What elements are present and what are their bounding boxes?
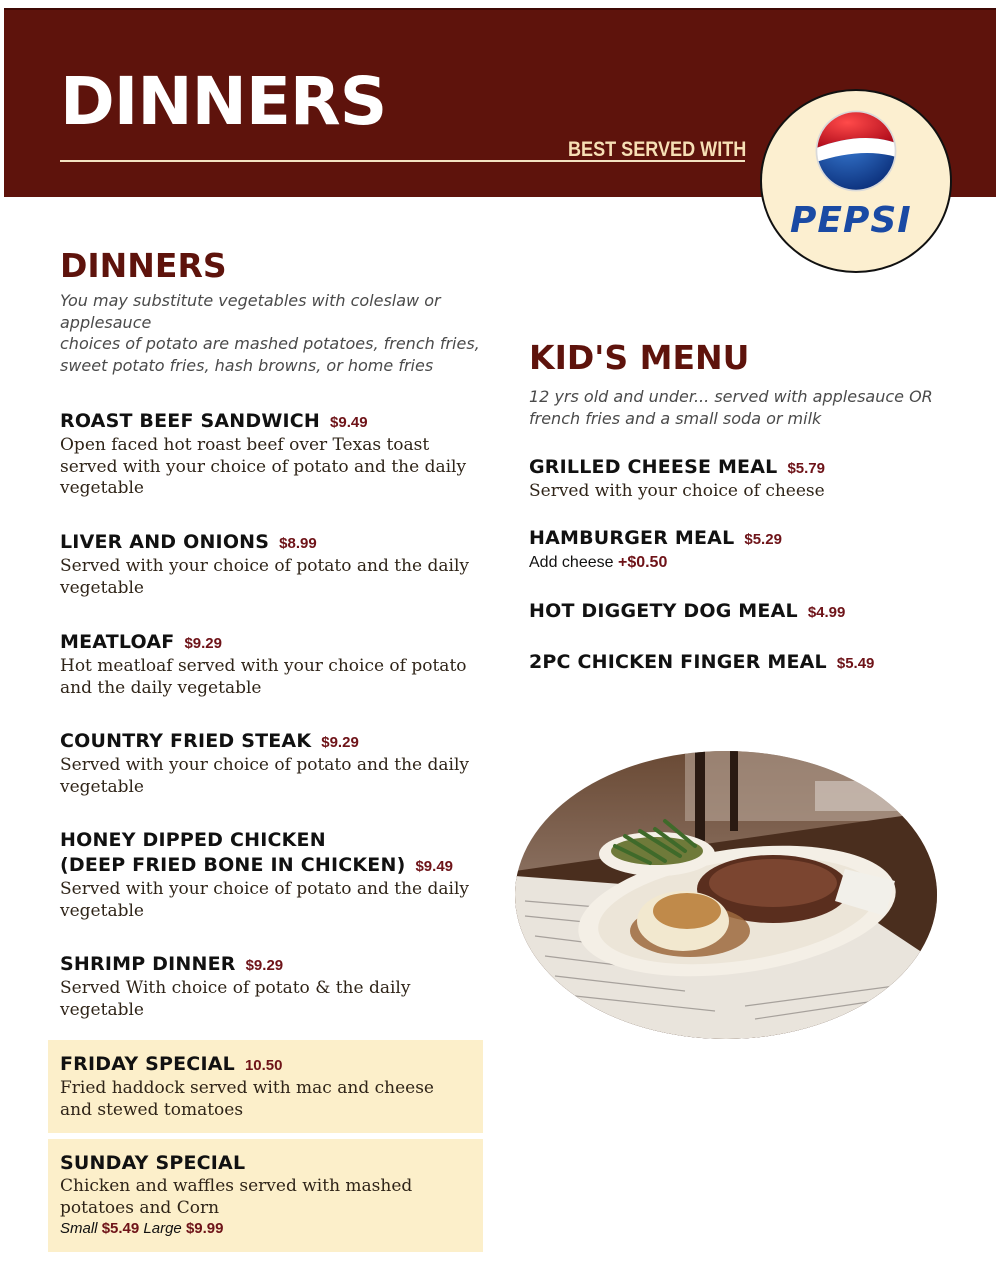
small-label: Small bbox=[60, 1220, 98, 1237]
item-description: Served with your choice of potato and the daily vegetable bbox=[60, 556, 469, 598]
menu-item-shrimp-dinner bbox=[60, 952, 470, 1021]
item-description: Hot meatloaf served with your choice of potato and the daily vegetable bbox=[60, 656, 467, 698]
menu-item-hot-diggety-dog-meal bbox=[529, 599, 939, 625]
best-served-with-label: BEST SERVED WITH bbox=[568, 138, 747, 161]
dinners-note-potato: choices of potato are mashed potatoes, french fries, sweet potato fries, hash browns, or home fries bbox=[60, 334, 480, 375]
item-description: Open faced hot roast beef over Texas toast served with your choice of potato and the daily vegetable bbox=[60, 435, 467, 498]
kids-menu-note: 12 yrs old and under... served with applesauce OR french fries and a small soda or milk bbox=[529, 387, 933, 428]
menu-item-grilled-cheese-meal bbox=[529, 455, 939, 503]
item-name: GRILLED CHEESE MEAL bbox=[529, 456, 778, 478]
item-price: $9.49 bbox=[330, 414, 368, 431]
item-description: Served with your choice of cheese bbox=[529, 481, 825, 501]
item-name: SHRIMP DINNER bbox=[60, 953, 236, 975]
item-name: LIVER AND ONIONS bbox=[60, 531, 270, 553]
special-size-prices bbox=[60, 1219, 470, 1239]
special-price: 10.50 bbox=[244, 1057, 283, 1074]
item-price: $9.29 bbox=[184, 635, 222, 652]
pepsi-globe-icon bbox=[813, 108, 899, 194]
special-description: Fried haddock served with mac and cheese and stewed tomatoes bbox=[60, 1078, 434, 1120]
kids-menu-heading: KID'S MENU bbox=[529, 338, 750, 377]
item-description: Served With choice of potato & the daily vegetable bbox=[60, 978, 411, 1020]
food-plate-photo bbox=[515, 751, 937, 1039]
item-name: ROAST BEEF SANDWICH bbox=[60, 410, 321, 432]
item-name: 2PC CHICKEN FINGER MEAL bbox=[529, 651, 827, 673]
menu-item-honey-dipped-chicken bbox=[60, 828, 470, 922]
item-price: $9.29 bbox=[321, 734, 359, 751]
menu-item-liver-and-onions bbox=[60, 530, 470, 599]
dinners-note-substitute: You may substitute vegetables with coleslaw or applesauce bbox=[60, 291, 441, 332]
item-name: HONEY DIPPED CHICKEN bbox=[60, 829, 326, 851]
addon-price: +$0.50 bbox=[617, 554, 668, 571]
item-name: COUNTRY FRIED STEAK bbox=[60, 730, 312, 752]
item-name: HOT DIGGETY DOG MEAL bbox=[529, 600, 798, 622]
item-price: $4.99 bbox=[807, 604, 846, 621]
item-price: $9.29 bbox=[245, 957, 284, 974]
item-description: Served with your choice of potato and the daily vegetable bbox=[60, 879, 469, 921]
dinners-heading: DINNERS bbox=[60, 246, 227, 285]
menu-item-hamburger-meal bbox=[529, 526, 939, 574]
special-description: Chicken and waffles served with mashed potatoes and Corn bbox=[60, 1176, 413, 1218]
item-addon bbox=[529, 552, 939, 574]
friday-special-box bbox=[48, 1040, 483, 1133]
small-price: $5.49 bbox=[101, 1220, 140, 1237]
item-name: MEATLOAF bbox=[60, 631, 175, 653]
banner-title: DINNERS bbox=[60, 63, 387, 140]
dinners-note bbox=[60, 290, 480, 376]
large-price: $9.99 bbox=[185, 1220, 224, 1237]
menu-item-country-fried-steak bbox=[60, 729, 470, 798]
menu-item-chicken-finger-meal bbox=[529, 650, 939, 676]
item-price: $8.99 bbox=[279, 535, 317, 552]
item-price: $5.49 bbox=[836, 655, 875, 672]
item-name-subtitle: (DEEP FRIED BONE IN CHICKEN) bbox=[60, 854, 406, 876]
item-price: $9.49 bbox=[415, 858, 454, 875]
item-price: $5.79 bbox=[787, 460, 825, 477]
addon-label: Add cheese bbox=[529, 554, 614, 571]
item-description: Served with your choice of potato and the daily vegetable bbox=[60, 755, 469, 797]
menu-item-roast-beef-sandwich bbox=[60, 409, 470, 500]
large-label: Large bbox=[143, 1220, 182, 1237]
special-name: SUNDAY SPECIAL bbox=[60, 1152, 246, 1174]
sunday-special-box bbox=[48, 1139, 483, 1252]
special-name: FRIDAY SPECIAL bbox=[60, 1053, 235, 1075]
item-price: $5.29 bbox=[744, 531, 782, 548]
item-name: HAMBURGER MEAL bbox=[529, 527, 735, 549]
pepsi-wordmark: PEPSI bbox=[790, 200, 912, 241]
menu-item-meatloaf bbox=[60, 630, 470, 699]
